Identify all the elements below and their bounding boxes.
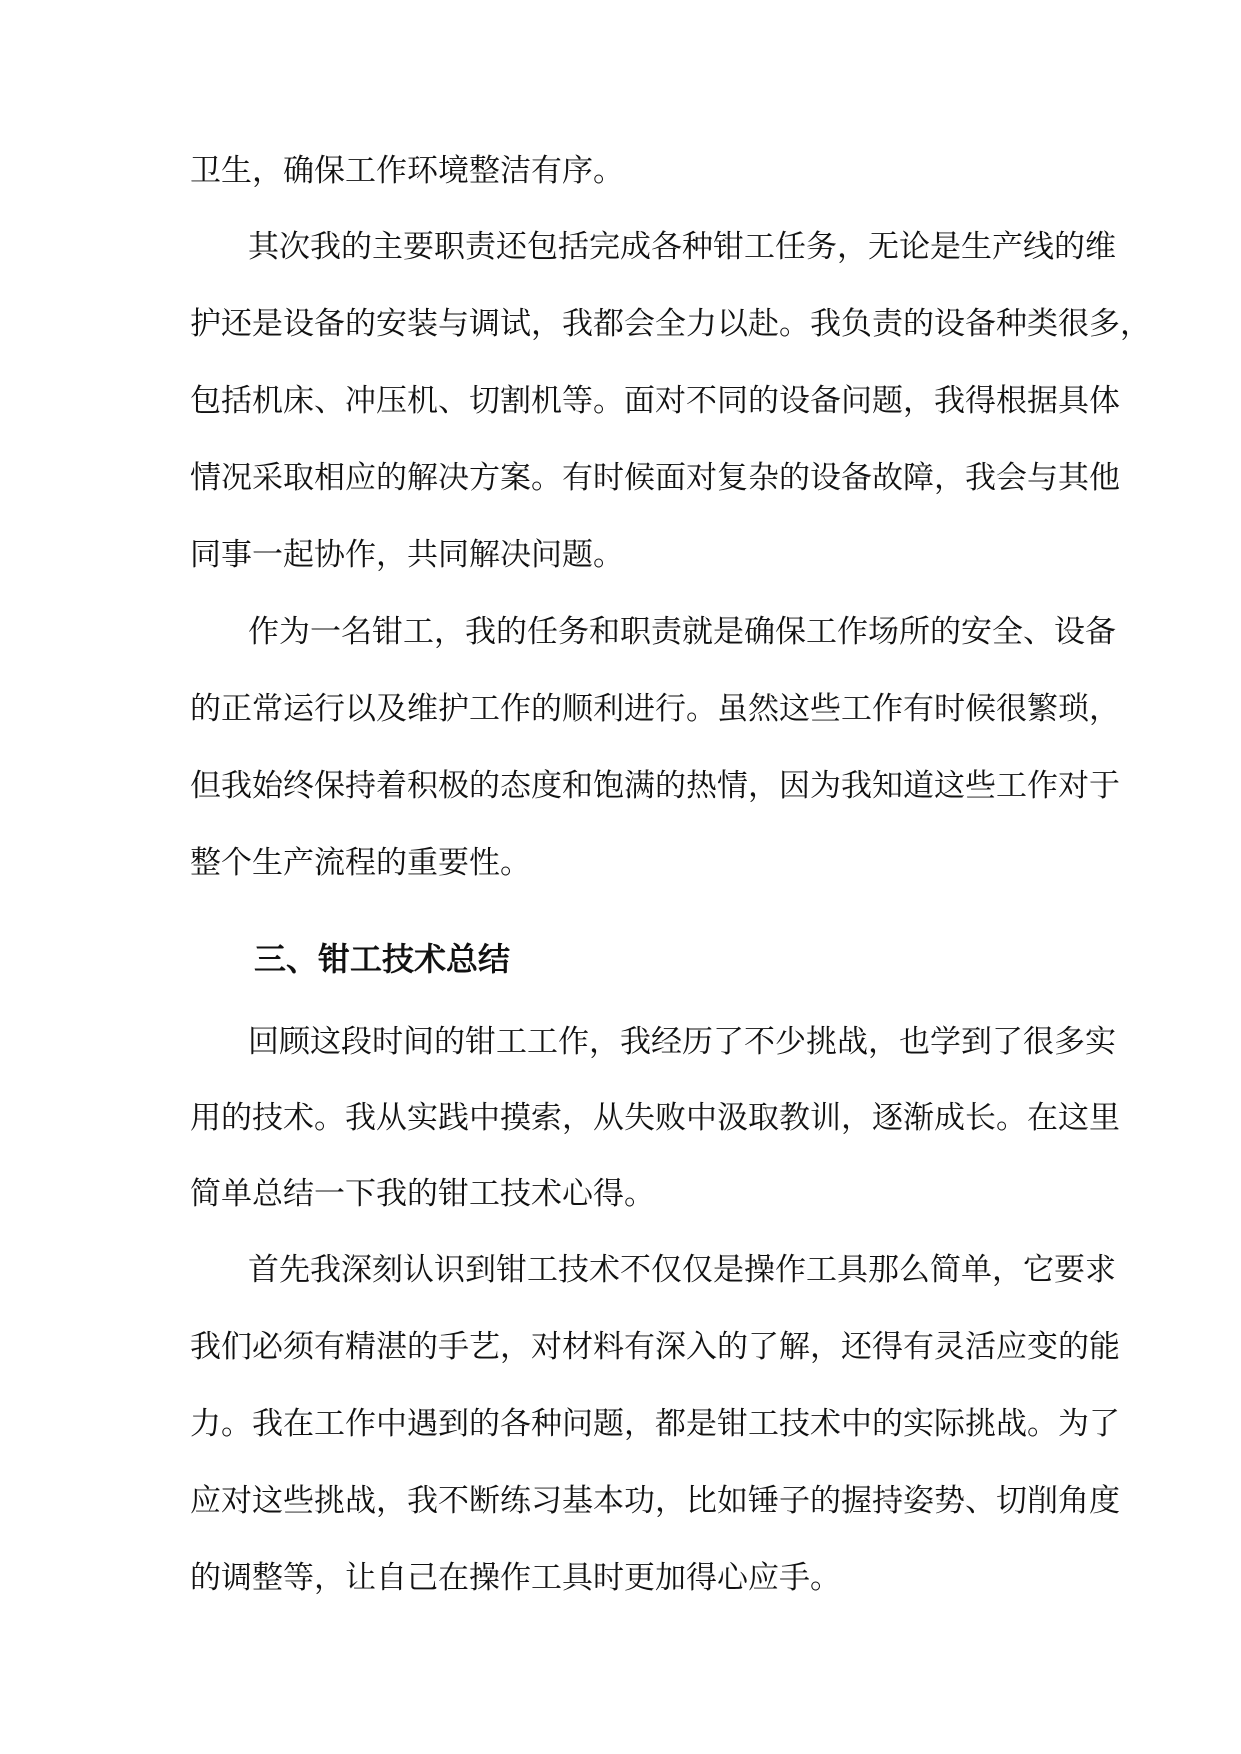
paragraph-5-line-5: 的调整等，让自己在操作工具时更加得心应手。	[190, 1560, 841, 1596]
paragraph-2-line-4: 情况采取相应的解决方案。有时候面对复杂的设备故障，我会与其他	[190, 460, 1120, 496]
paragraph-4-line-3: 简单总结一下我的钳工技术心得。	[190, 1176, 655, 1212]
paragraph-3-line-1: 作为一名钳工，我的任务和职责就是确保工作场所的安全、设备	[248, 614, 1116, 650]
paragraph-3-line-4: 整个生产流程的重要性。	[190, 845, 531, 881]
paragraph-4-line-2: 用的技术。我从实践中摸索，从失败中汲取教训，逐渐成长。在这里	[190, 1100, 1120, 1136]
paragraph-3-line-2: 的正常运行以及维护工作的顺利进行。虽然这些工作有时候很繁琐，	[190, 691, 1120, 727]
paragraph-5-line-4: 应对这些挑战，我不断练习基本功，比如锤子的握持姿势、切削角度	[190, 1483, 1120, 1519]
paragraph-3-line-3: 但我始终保持着积极的态度和饱满的热情，因为我知道这些工作对于	[190, 768, 1120, 804]
paragraph-5-line-2: 我们必须有精湛的手艺，对材料有深入的了解，还得有灵活应变的能	[190, 1329, 1120, 1365]
paragraph-2-line-2: 护还是设备的安装与调试，我都会全力以赴。我负责的设备种类很多，	[190, 306, 1151, 342]
paragraph-1-line-1: 卫生，确保工作环境整洁有序。	[190, 153, 624, 189]
section-heading: 三、钳工技术总结	[254, 940, 511, 978]
paragraph-5-line-1: 首先我深刻认识到钳工技术不仅仅是操作工具那么简单，它要求	[248, 1252, 1116, 1288]
paragraph-2-line-5: 同事一起协作，共同解决问题。	[190, 537, 624, 573]
paragraph-2-line-3: 包括机床、冲压机、切割机等。面对不同的设备问题，我得根据具体	[190, 383, 1120, 419]
paragraph-5-line-3: 力。我在工作中遇到的各种问题，都是钳工技术中的实际挑战。为了	[190, 1406, 1120, 1442]
paragraph-4-line-1: 回顾这段时间的钳工工作，我经历了不少挑战，也学到了很多实	[248, 1024, 1116, 1060]
paragraph-2-line-1: 其次我的主要职责还包括完成各种钳工任务，无论是生产线的维	[248, 229, 1116, 265]
